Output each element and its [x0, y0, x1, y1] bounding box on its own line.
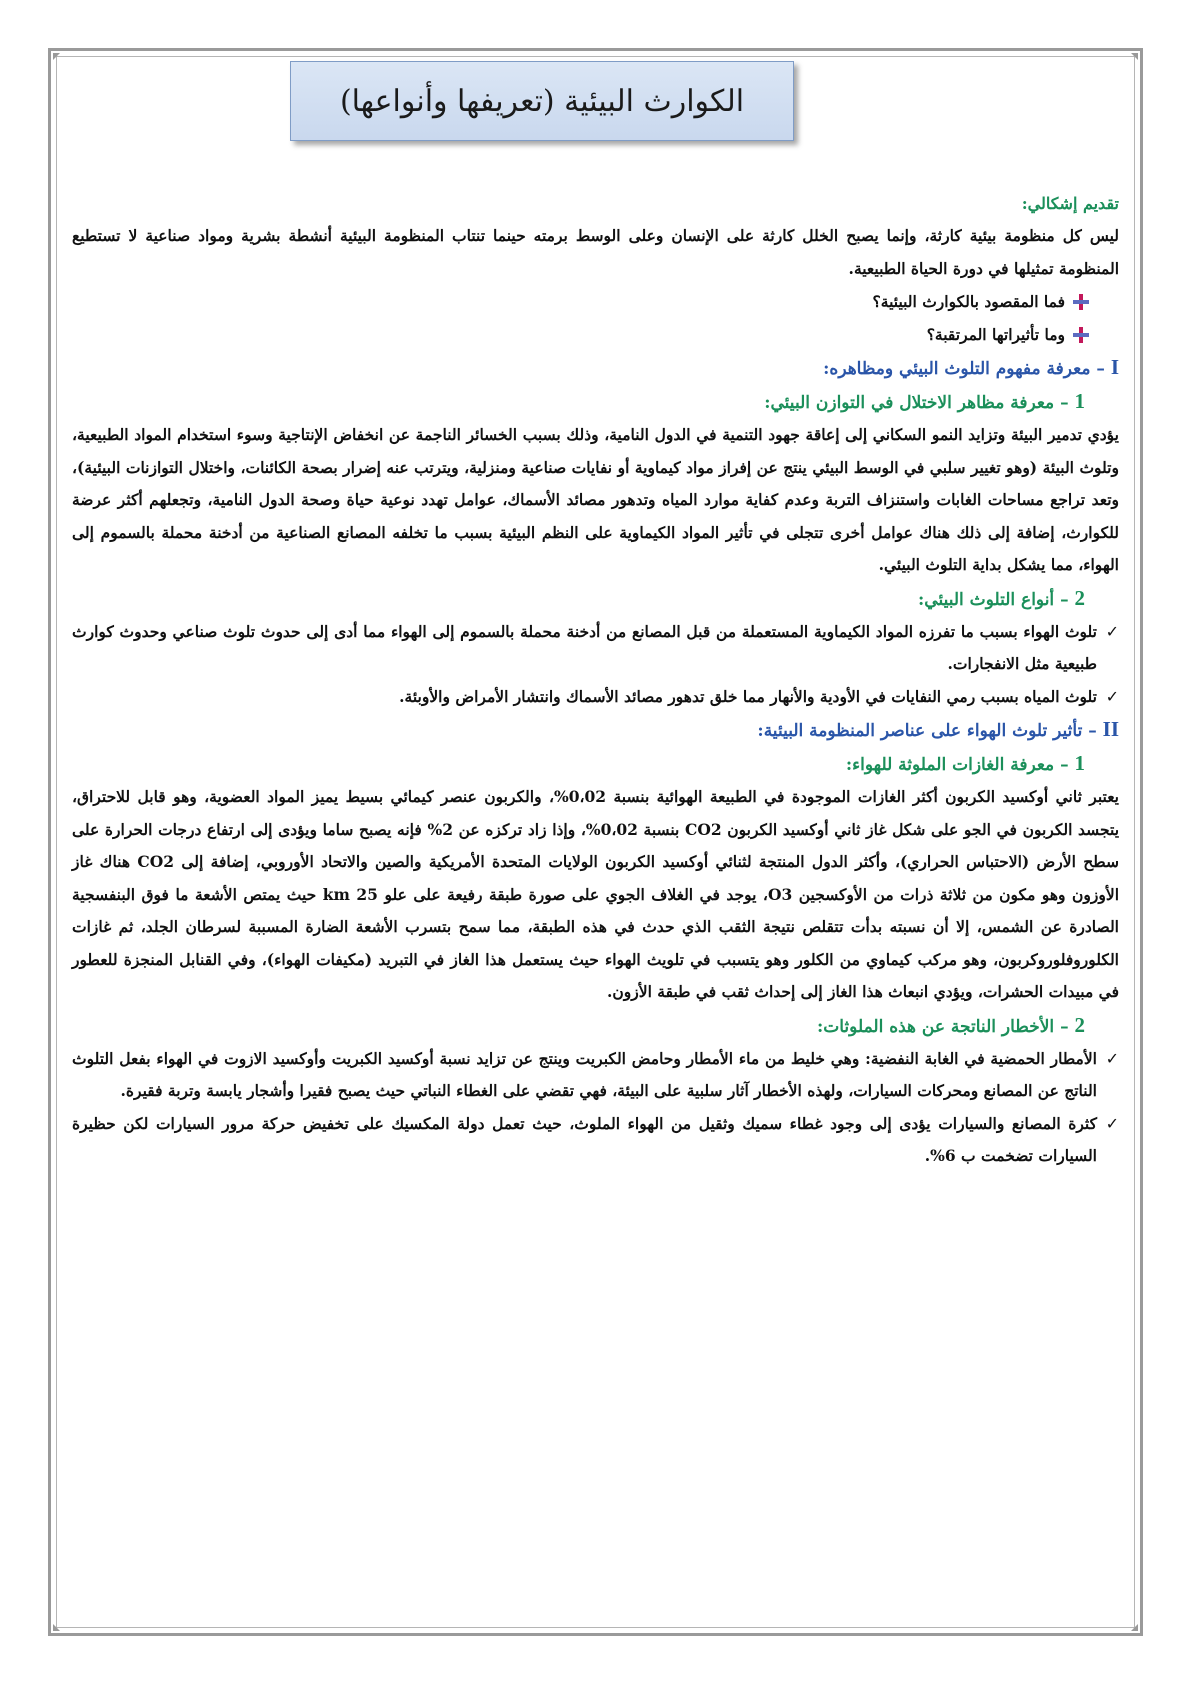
- checkmark-icon: ✓: [1105, 1113, 1119, 1133]
- checkmark-icon: ✓: [1105, 686, 1119, 706]
- question-item: [72, 318, 1119, 351]
- subsection-number: 2: [1074, 1012, 1085, 1037]
- subsection-title: – الأخطار الناتجة عن هذه الملوثات:: [816, 1016, 1069, 1037]
- list-item-text: تلوث الهواء بسبب ما تفرزه المواد الكيماوية المستعملة من قبل المصانع من أدخنة محملة بالسموم إلى الهواء مما أدى إلى حدوث تلوث صناعي وحدوث كوارث طبيعية مثل الانفجارات.: [72, 621, 1097, 673]
- subsection-heading: [72, 385, 1119, 419]
- subsection-number: 2: [1074, 585, 1085, 610]
- intro-heading: تقديم إشكالي:: [1021, 194, 1119, 213]
- list-item: [72, 1108, 1119, 1173]
- cross-bullet-icon: [1073, 294, 1089, 310]
- question-item: [72, 285, 1119, 318]
- border-corner: [1131, 53, 1138, 60]
- border-corner: [1131, 1624, 1138, 1631]
- paragraph: يؤدي تدمير البيئة وتزايد النمو السكاني إلى إعاقة جهود التنمية في الدول النامية، وذلك بسبب الخسائر الناجمة عن انخفاض الإنتاجية وسوء استخدام المواد الطبيعية، وتلوث البيئة (وهو تغيير سلبي في الوسط البيئي ينتج عن إفراز مواد كيماوية أو نفايات صناعية ومنزلية، ويترتب عنه إضرار بصحة الكائنات، واختلال التوازنات البيئية)، وتعد تراجع مساحات الغابات واستنزاف التربة وعدم كفاية موارد المياه وتدهور مصائد الأسماك، عوامل تهدد نوعية حياة وصحة الدول النامية، وتجعلهم أكثر عرضة للكوارث، إضافة إلى ذلك هناك عوامل أخرى تتجلى في تأثير المواد الكيماوية على النظم البيئية بسبب ما تخلفه المصانع الصناعية من أدخنة محملة بالسموم إلى الهواء، مما يشكل بداية التلوث البيئي.: [72, 425, 1119, 574]
- question-text: فما المقصود بالكوارث البيئية؟: [872, 292, 1065, 311]
- border-corner: [53, 53, 60, 60]
- intro-paragraph: ليس كل منظومة بيئية كارثة، وإنما يصبح الخلل كارثة على الإنسان وعلى الوسط برمته حينما تنتاب المنظومة البيئية أنشطة بشرية ومواد صناعية لا تستطيع المنظومة تمثيلها في دورة الحياة الطبيعية.: [72, 226, 1119, 278]
- paragraph: يعتبر ثاني أوكسيد الكربون أكثر الغازات الموجودة في الطبيعة الهوائية بنسبة 0،02%، والكربون عنصر كيمائي بسيط يميز المواد العضوية، وهو قابل للاحتراق، يتجسد الكربون في الجو على شكل غاز ثاني أوكسيد الكربون CO2 بنسبة 0،02%، وإذا زاد تركزه عن 2% فإنه يصبح ساما ويؤدى إلى ارتفاع درجات الحرارة على سطح الأرض (الاحتباس الحراري)، وأكثر الدول المنتجة لثنائي أوكسيد الكربون الولايات المتحدة الأمريكية والصين والاتحاد الأوروبي، إضافة إلى CO2 هناك غاز الأوزون وهو مكون من ثلاثة ذرات من الأوكسجين O3، يوجد في الغلاف الجوي على صورة طبقة رفيعة على علو 25 km حيث يمتص الأشعة ما فوق البنفسجية الصادرة عن الشمس، إلا أن نسبته بدأت تتقلص نتيجة الثقب الذي حدث في هذه الطبقة، مما سمح بتسرب الأشعة الضارة المسببة لسرطان الجلد، ثم غازات الكلوروفلوروكربون، وهو مركب كيماوي من الكلور وهو يتسبب في تلويث الهواء حيث يستعمل هذا الغاز في التبريد (مكيفات الهواء)، وفي القنابل المنجزة للعطور في مبيدات الحشرات، ويؤدي انبعاث هذا الغاز إلى إحداث ثقب في طبقة الأزون.: [72, 787, 1120, 1001]
- subsection-number: 1: [1074, 751, 1085, 775]
- cross-bullet-icon: [1073, 327, 1089, 343]
- section-title: – معرفة مفهوم التلوث البيئي ومظاهره:: [823, 359, 1105, 379]
- section-heading: [72, 351, 1119, 385]
- list-item-text: كثرة المصانع والسيارات يؤدى إلى وجود غطاء سميك وثقيل من الهواء الملوث، حيث تعمل دولة المكسيك على تخفيض حركة مرور السيارات لكن حظيرة السيارات تضخمت ب 6%.: [72, 1113, 1097, 1165]
- subsection-heading: [72, 1009, 1119, 1043]
- subsection-title: – أنواع التلوث البيئي:: [918, 589, 1069, 610]
- checkmark-icon: ✓: [1105, 621, 1119, 641]
- section-title: – تأثير تلوث الهواء على عناصر المنظومة البيئية:: [757, 721, 1097, 741]
- page-title: الكوارث البيئية (تعريفها وأنواعها): [339, 83, 745, 119]
- checkmark-icon: ✓: [1105, 1048, 1119, 1068]
- section-heading: [72, 713, 1119, 747]
- border-corner: [53, 1624, 60, 1631]
- list-item-text: تلوث المياه بسبب رمي النفايات في الأودية والأنهار مما خلق تدهور مصائد الأسماك وانتشار الأمراض والأوبئة.: [399, 686, 1097, 706]
- section-number: I: [1110, 355, 1119, 379]
- question-text: وما تأثيراتها المرتقبة؟: [926, 325, 1065, 344]
- section-number: II: [1102, 717, 1119, 741]
- subsection-heading: [72, 582, 1119, 616]
- list-item: [72, 1043, 1119, 1108]
- subsection-title: – معرفة الغازات الملوثة للهواء:: [845, 755, 1069, 775]
- list-item: [72, 616, 1119, 681]
- title-box: [290, 61, 794, 141]
- subsection-heading: [72, 747, 1119, 781]
- subsection-number: 1: [1074, 389, 1085, 413]
- list-item-text: الأمطار الحمضية في الغابة النفضية: وهي خليط من ماء الأمطار وحامض الكبريت وينتج عن تزايد نسبة أوكسيد الكبريت وأوكسيد الازوت في الهواء بفعل التلوث الناتج عن المصانع ومحركات السيارات، ولهذه الأخطار آثار سلبية على البيئة، فهي تقضي على الغطاء النباتي حيث يصبح فقيرا وأشجار يابسة وتربة فقيرة.: [72, 1048, 1097, 1100]
- document-body: [72, 188, 1119, 1173]
- subsection-title: – معرفة مظاهر الاختلال في التوازن البيئي:: [764, 393, 1069, 413]
- list-item: [72, 681, 1119, 714]
